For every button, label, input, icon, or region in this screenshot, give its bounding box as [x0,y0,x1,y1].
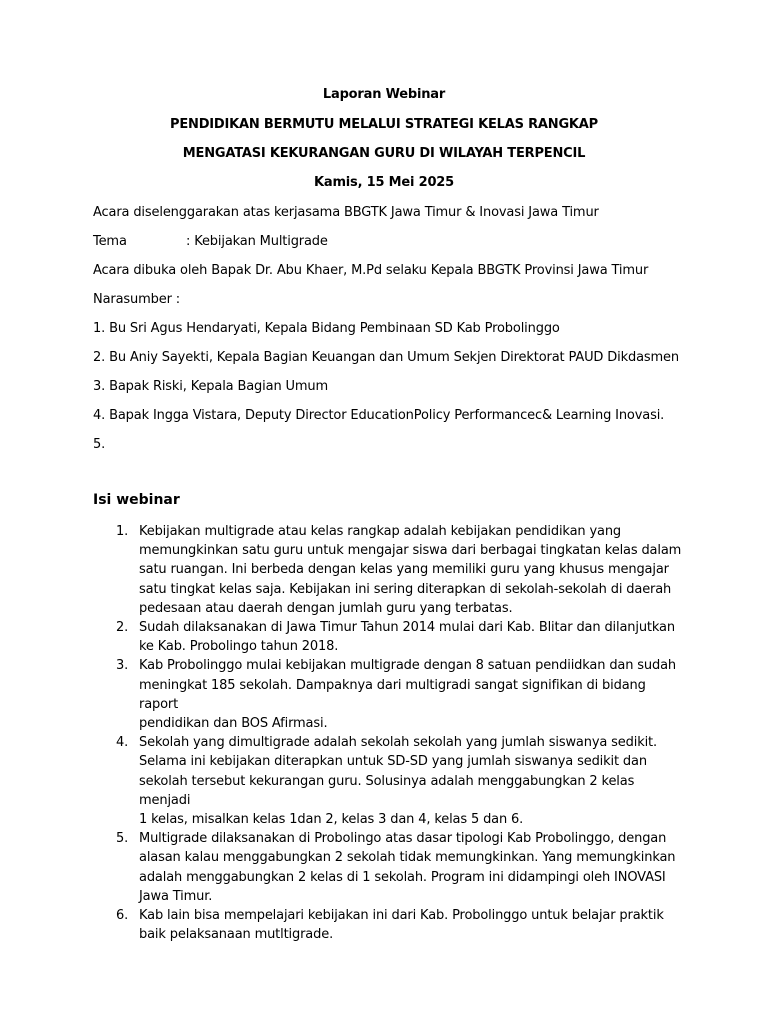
list-item-line: baik pelaksanaan mutltigrade. [139,927,334,943]
document-subtitle-1: PENDIDIKAN BERMUTU MELALUI STRATEGI KELAS RANGKAP [170,117,598,132]
list-item-line: Sudah dilaksanakan di Jawa Timur Tahun 2014 mulai dari Kab. Blitar dan dilanjutkan [139,620,675,636]
list-item [93,618,683,656]
list-item-line: Sekolah yang dimultigrade adalah sekolah sekolah yang jumlah siswanya sedikit. [139,735,657,751]
list-item-line: pendidikan dan BOS Afirmasi. [139,716,328,732]
speaker-item: 4. Bapak Ingga Vistara, Deputy Director EducationPolicy Performancec& Learning Inovasi. [93,408,665,423]
list-item [93,829,683,906]
list-item [93,656,683,733]
speaker-item: 3. Bapak Riski, Kepala Bagian Umum [93,379,328,394]
tema-row [93,234,328,249]
opening-text: Acara dibuka oleh Bapak Dr. Abu Khaer, M.Pd selaku Kepala BBGTK Provinsi Jawa Timur [93,263,649,278]
list-item [93,906,683,944]
list-item-number: 1. [116,524,129,539]
tema-value: : Kebijakan Multigrade [186,234,328,249]
list-item-number: 4. [116,735,129,751]
speaker-item: 1. Bu Sri Agus Hendaryati, Kepala Bidang Pembinaan SD Kab Probolinggo [93,321,560,336]
section-heading: Isi webinar [93,492,180,508]
list-item-line: 1 kelas, misalkan kelas 1dan 2, kelas 3 dan 4, kelas 5 dan 6. [139,812,524,828]
list-item-line: Selama ini kebijakan diterapkan untuk SD-SD yang jumlah siswanya sedikit dan [139,754,647,770]
list-item-line: Kebijakan multigrade atau kelas rangkap adalah kebijakan pendidikan yang [139,524,622,539]
list-item-number: 2. [116,620,129,636]
list-item-number: 5. [116,831,129,847]
document-title: Laporan Webinar [322,87,446,102]
list-item-line: Kab Probolinggo mulai kebijakan multigrade dengan 8 satuan pendiidkan dan sudah [139,658,677,674]
list-item [93,733,683,829]
list-item-line: memungkinkan satu guru untuk mengajar siswa dari berbagai tingkatan kelas dalam [139,543,682,559]
document-date: Kamis, 15 Mei 2025 [314,175,454,190]
list-item-line: sekolah tersebut kekurangan guru. Solusinya adalah menggabungkan 2 kelas menjadi [139,773,635,808]
speaker-item: 2. Bu Aniy Sayekti, Kepala Bagian Keuangan dan Umum Sekjen Direktorat PAUD Dikdasmen [93,350,679,365]
organizer-text: Acara diselenggarakan atas kerjasama BBGTK Jawa Timur & Inovasi Jawa Timur [93,205,599,220]
speaker-item: 5. [93,437,106,452]
list-item-line: Kab lain bisa mempelajari kebijakan ini dari Kab. Probolinggo untuk belajar praktik [139,908,664,924]
list-item-line: meningkat 185 sekolah. Dampaknya dari multigradi sangat signifikan di bidang raport [139,677,646,712]
list-item-line: ke Kab. Probolingo tahun 2018. [139,639,339,655]
list-item [93,522,683,618]
speakers-label: Narasumber : [93,292,180,307]
list-item-line: satu ruangan. Ini berbeda dengan kelas yang memiliki guru yang khusus mengajar [139,562,669,578]
list-item-line: satu tingkat kelas saja. Kebijakan ini sering diterapkan di sekolah-sekolah di daerah [139,581,672,597]
list-item-number: 3. [116,658,129,674]
tema-label: Tema [93,234,127,249]
content-list [93,522,683,944]
list-item-line: adalah menggabungkan 2 kelas di 1 sekolah. Program ini didampingi oleh INOVASI [139,869,666,885]
list-item-number: 6. [116,908,129,924]
list-item-line: Multigrade dilaksanakan di Probolingo atas dasar tipologi Kab Probolinggo, dengan [139,831,667,847]
list-item-line: pedesaan atau daerah dengan jumlah guru yang terbatas. [139,600,513,616]
list-item-line: alasan kalau menggabungkan 2 sekolah tidak memungkinkan. Yang memungkinkan [139,850,676,866]
document-subtitle-2: MENGATASI KEKURANGAN GURU DI WILAYAH TERPENCIL [182,146,586,161]
list-item-line: Jawa Timur. [139,888,213,904]
